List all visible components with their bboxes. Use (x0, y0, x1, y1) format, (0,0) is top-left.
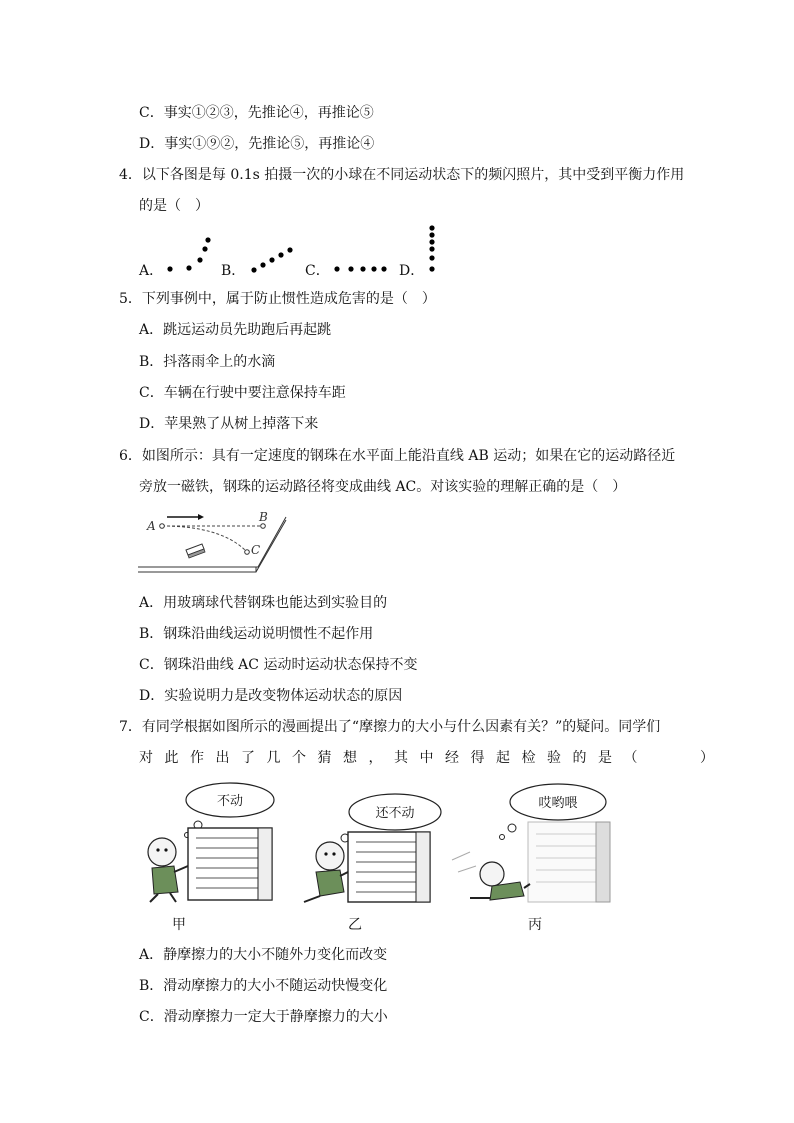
option-label: C． (139, 657, 164, 673)
option-text: 滑动摩擦力的大小不随运动快慢变化 (163, 978, 388, 994)
option-text: 用玻璃球代替钢珠也能达到实验目的 (163, 595, 388, 611)
character-head (316, 842, 344, 870)
question-number: 7． (119, 719, 142, 735)
character-body (152, 866, 178, 894)
arrow-head-icon (198, 514, 204, 520)
option-text: 钢珠沿曲线 AC 运动时运动状态保持不变 (163, 657, 418, 673)
q4-label-d: D． (399, 263, 425, 279)
bubble-text: 还不动 (375, 806, 415, 821)
q4-stem-cont (139, 196, 209, 216)
character-body (316, 870, 344, 896)
q6-stem-cont (139, 477, 626, 497)
bubble-text: 哎哟喂 (538, 796, 578, 811)
q6-stem (119, 446, 675, 466)
option-text: 苹果熟了从树上掉落下来 (164, 416, 319, 432)
q5-option-d (139, 414, 318, 434)
q6-magnet-figure (136, 507, 292, 579)
question-text: 如图所示：具有一定速度的钢珠在水平面上能沿直线 AB 运动；如果在它的运动路径近 (141, 448, 676, 464)
caption-panel-3: 丙 (528, 917, 542, 933)
option-text: 钢珠沿曲线运动说明惯性不起作用 (163, 626, 374, 642)
option-label: C． (139, 105, 164, 121)
question-text: 下列事例中，属于防止惯性造成危害的是（ ） (141, 291, 436, 307)
question-text: 以下各图是每 0.1s 拍摄一次的小球在不同运动状态下的频闪照片，其中受到平衡力作用 (141, 167, 685, 183)
option-label: A． (139, 595, 164, 611)
option-label: D． (139, 136, 165, 152)
point-b-marker (261, 524, 266, 529)
panel-3 (452, 784, 610, 902)
q7-stem-cont (139, 748, 726, 768)
caption-panel-2: 乙 (348, 917, 362, 933)
question-text: 的是（ ） (139, 198, 209, 214)
q7-option-a (139, 945, 387, 965)
label-b: B (259, 510, 268, 524)
question-number: 4． (119, 167, 142, 183)
q7-option-b (139, 976, 387, 996)
bubble-text: 不动 (216, 794, 244, 809)
q5-option-b (139, 352, 275, 372)
question-number: 5． (119, 291, 142, 307)
question-text: 对此作出了几个猜想，其中经得起检验的是（ ） (139, 750, 726, 766)
q4-label-a: A． (139, 263, 164, 279)
option-label: C． (139, 385, 164, 401)
character-head (480, 862, 504, 886)
label-a: A (147, 519, 156, 533)
magnet-icon (186, 544, 205, 558)
caption-panel-1: 甲 (172, 917, 186, 933)
question-text: 有同学根据如图所示的漫画提出了“摩擦力的大小与什么因素有关？”的疑问。同学们 (141, 719, 661, 735)
q4-stem (119, 165, 684, 185)
q5-option-a (139, 320, 331, 340)
character-head (148, 838, 176, 866)
q6-option-d (139, 686, 402, 706)
question-number: 6． (119, 448, 142, 464)
q4-strobe-figures (160, 222, 450, 278)
q4-strobe-d (429, 225, 434, 271)
q3-option-d (139, 134, 374, 154)
panel-2 (304, 794, 441, 902)
option-text: 跳远运动员先助跑后再起跳 (163, 322, 332, 338)
option-label: D． (139, 416, 165, 432)
q6-option-b (139, 624, 373, 644)
option-label: A． (139, 947, 164, 963)
q6-option-a (139, 593, 387, 613)
option-text: 事实①⑨②，先推论⑤，再推论④ (164, 136, 375, 152)
option-text: 抖落雨伞上的水滴 (163, 354, 276, 370)
option-label: B． (139, 978, 164, 994)
curved-path-ac (162, 526, 246, 551)
option-text: 静摩擦力的大小不随外力变化而改变 (163, 947, 388, 963)
q4-label-b: B． (221, 263, 246, 279)
option-label: A． (139, 322, 164, 338)
question-text: 旁放一磁铁，钢珠的运动路径将变成曲线 AC。对该实验的理解正确的是（ ） (139, 479, 627, 495)
q5-option-c (139, 383, 346, 403)
panel-1 (148, 783, 274, 902)
q6-option-c (139, 655, 417, 675)
q7-stem (119, 717, 660, 737)
q4-strobe-a (167, 237, 210, 271)
point-a-marker (160, 524, 165, 529)
q7-cartoon (140, 780, 620, 910)
label-c: C (251, 543, 261, 557)
option-text: 事实①②③，先推论④，再推论⑤ (163, 105, 374, 121)
option-text: 车辆在行驶中要注意保持车距 (163, 385, 346, 401)
q4-label-c: C． (305, 263, 330, 279)
option-label: B． (139, 626, 164, 642)
q3-option-c (139, 103, 374, 123)
option-label: B． (139, 354, 164, 370)
option-text: 滑动摩擦力一定大于静摩擦力的大小 (163, 1009, 388, 1025)
q4-strobe-b (251, 247, 292, 272)
option-label: D． (139, 688, 165, 704)
q4-strobe-c (334, 266, 386, 271)
q7-option-c (139, 1007, 388, 1027)
option-label: C． (139, 1009, 164, 1025)
q5-stem (119, 289, 436, 309)
option-text: 实验说明力是改变物体运动状态的原因 (164, 688, 403, 704)
point-c-marker (245, 550, 250, 555)
